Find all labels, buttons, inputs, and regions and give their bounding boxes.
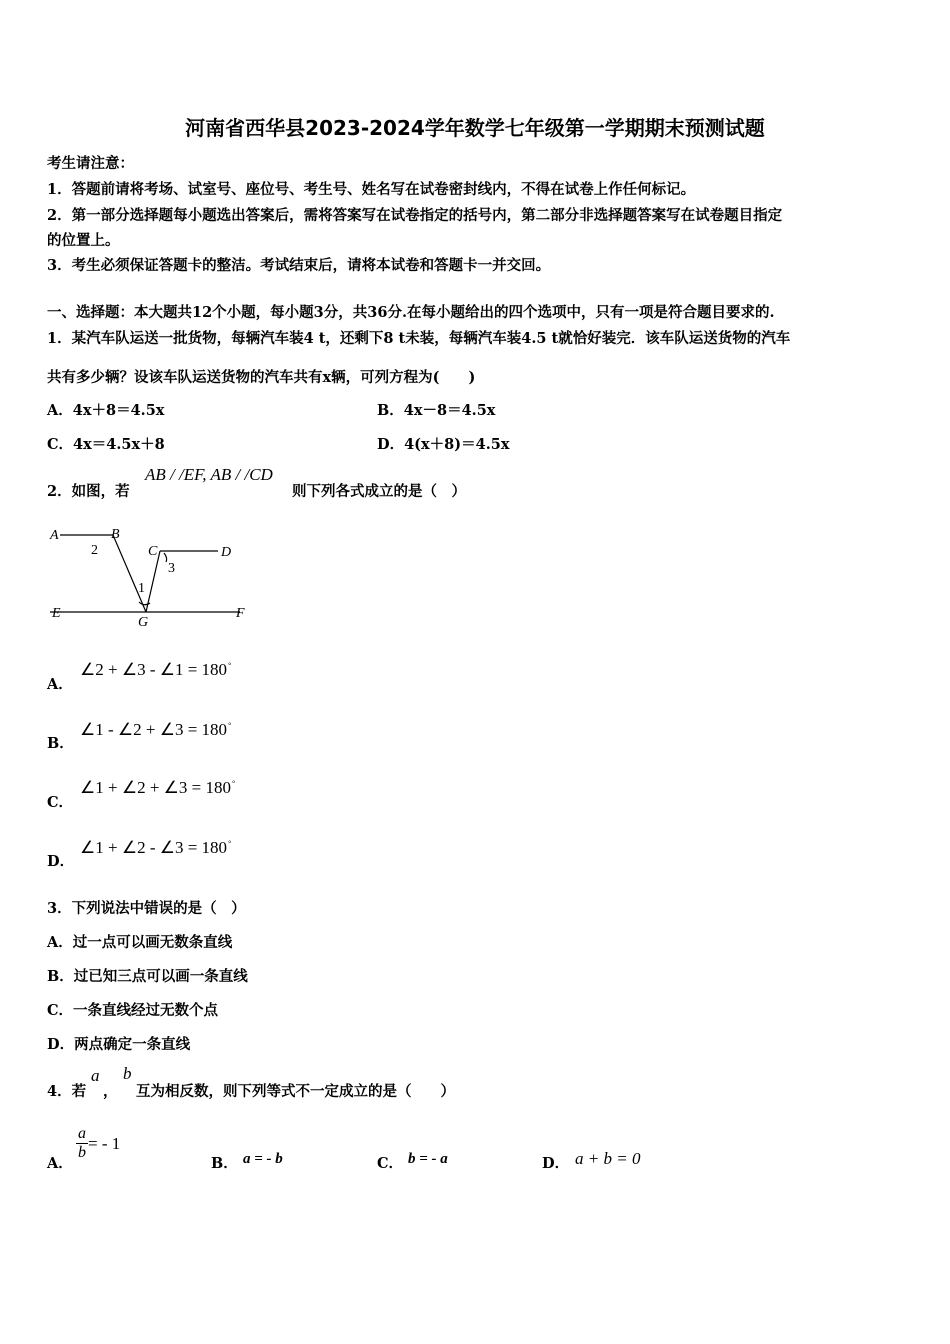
question-4-prefix: 4．若 bbox=[47, 1083, 87, 1100]
option-b: B．过已知三点可以画一条直线 bbox=[47, 968, 248, 985]
notice-item: 的位置上。 bbox=[47, 232, 120, 249]
angle-label-3: 3 bbox=[168, 561, 175, 576]
question-4-var-b: b bbox=[123, 1064, 132, 1083]
option-a-label: A． bbox=[47, 1155, 73, 1172]
option-a-expression bbox=[80, 660, 231, 680]
option-d-math: ∠1 + ∠2 - ∠3 = 180 bbox=[80, 838, 228, 857]
label-a: A bbox=[50, 528, 59, 543]
question-1-stem: 1．某汽车队运送一批货物，每辆汽车装4 t，还剩下8 t未装，每辆汽车装4.5 t就恰好装完．该车队运送货物的汽车 bbox=[47, 330, 791, 347]
question-2-math: AB / /EF, AB / /CD bbox=[145, 465, 273, 484]
option-b-label: B． bbox=[47, 735, 74, 752]
numerator: a bbox=[78, 1125, 86, 1142]
notice-item: 3．考生必须保证答题卡的整洁。考试结束后，请将本试卷和答题卡一并交回。 bbox=[47, 257, 551, 274]
angle-label-1: 1 bbox=[138, 581, 145, 596]
option-a-label: A． bbox=[47, 676, 73, 693]
option-b: B．4x－8＝4.5x bbox=[377, 402, 496, 419]
degree-sign: ° bbox=[228, 721, 232, 731]
label-c: C bbox=[148, 544, 158, 559]
option-b-math: ∠1 - ∠2 + ∠3 = 180 bbox=[80, 720, 228, 739]
option-c-math: ∠1 + ∠2 + ∠3 = 180 bbox=[80, 778, 231, 797]
option-d: D．4(x＋8)＝4.5x bbox=[377, 436, 510, 453]
option-c: C．一条直线经过无数个点 bbox=[47, 1002, 219, 1019]
denominator: b bbox=[78, 1144, 86, 1161]
question-4-suffix: 互为相反数，则下列等式不一定成立的是（ ） bbox=[136, 1083, 455, 1100]
option-a-expression bbox=[76, 1125, 120, 1162]
option-c-label: C． bbox=[377, 1155, 404, 1172]
angle-label-2: 2 bbox=[91, 543, 98, 558]
option-d-expression bbox=[80, 838, 231, 858]
notice-item: 1．答题前请将考场、试室号、座位号、考生号、姓名写在试卷密封线内，不得在试卷上作任何标记。 bbox=[47, 181, 696, 198]
label-d: D bbox=[221, 545, 232, 560]
question-4-comma: ， bbox=[103, 1083, 118, 1100]
option-c-expression: b = - a bbox=[408, 1151, 448, 1167]
option-d-expression: a + b = 0 bbox=[575, 1149, 641, 1168]
question-3-stem: 3．下列说法中错误的是（ ） bbox=[47, 900, 246, 917]
option-c-expression bbox=[80, 778, 235, 798]
fraction bbox=[76, 1125, 88, 1162]
question-2-prefix: 2．如图，若 bbox=[47, 483, 130, 500]
label-e: E bbox=[52, 606, 61, 621]
option-a: A．过一点可以画无数条直线 bbox=[47, 934, 233, 951]
option-d: D．两点确定一条直线 bbox=[47, 1036, 191, 1053]
option-a: A．4x＋8＝4.5x bbox=[47, 402, 165, 419]
degree-sign: ° bbox=[228, 839, 232, 849]
option-b-label: B． bbox=[211, 1155, 238, 1172]
option-d-label: D． bbox=[47, 853, 75, 870]
question-4-var-a: a bbox=[91, 1066, 100, 1085]
option-b-expression: a = - b bbox=[243, 1151, 283, 1167]
geometry-figure bbox=[40, 520, 260, 635]
notice-heading: 考生请注意： bbox=[47, 155, 134, 172]
question-2-suffix: 则下列各式成立的是（ ） bbox=[292, 483, 466, 500]
option-a-rest: = - 1 bbox=[88, 1134, 121, 1153]
option-a-math: ∠2 + ∠3 - ∠1 = 180 bbox=[80, 660, 228, 679]
option-d-label: D． bbox=[542, 1155, 570, 1172]
question-1-stem: 共有多少辆？设该车队运送货物的汽车共有x辆，可列方程为( ) bbox=[47, 369, 476, 386]
notice-item: 2．第一部分选择题每小题选出答案后，需将答案写在试卷指定的括号内，第二部分非选择题答案写在试卷题目指定 bbox=[47, 207, 783, 224]
section-heading: 一、选择题：本大题共12个小题，每小题3分，共36分.在每小题给出的四个选项中，只有一项是符合题目要求的. bbox=[47, 304, 775, 321]
page-title: 河南省西华县2023-2024学年数学七年级第一学期期末预测试题 bbox=[185, 116, 765, 140]
degree-sign: ° bbox=[228, 661, 232, 671]
label-b: B bbox=[111, 527, 120, 542]
option-b-expression bbox=[80, 720, 231, 740]
label-f: F bbox=[236, 606, 245, 621]
label-g: G bbox=[138, 615, 149, 630]
option-c-label: C． bbox=[47, 794, 74, 811]
degree-sign: ° bbox=[231, 779, 236, 789]
option-c: C．4x＝4.5x＋8 bbox=[47, 436, 165, 453]
